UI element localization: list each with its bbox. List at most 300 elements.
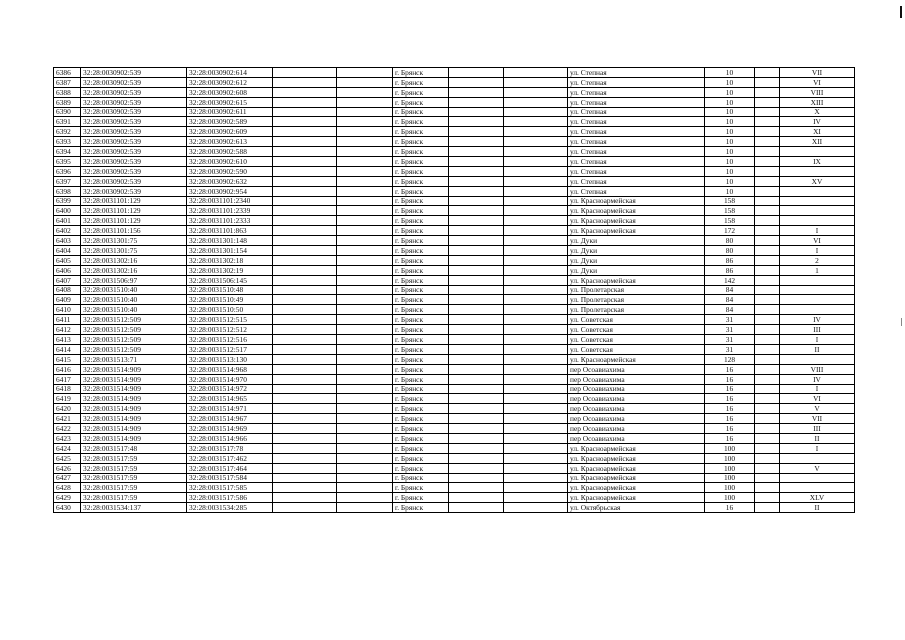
empty-cell (449, 433, 504, 443)
empty-cell (337, 137, 393, 147)
row-number-cell: 6395 (54, 157, 81, 167)
premises-number-cell: VII (780, 414, 855, 424)
premises-number-cell: XLV (780, 493, 855, 503)
row-number-cell: 6396 (54, 166, 81, 176)
empty-cell (273, 433, 337, 443)
empty-cell (337, 295, 393, 305)
empty-cell (755, 77, 780, 87)
street-cell: ул. Степная (568, 186, 705, 196)
premises-number-cell: IV (780, 117, 855, 127)
premises-number-cell (780, 285, 855, 295)
empty-cell (755, 414, 780, 424)
row-number-cell: 6421 (54, 414, 81, 424)
empty-cell (755, 433, 780, 443)
empty-cell (449, 443, 504, 453)
city-cell: г. Брянск (393, 473, 449, 483)
empty-cell (504, 97, 568, 107)
premises-number-cell: I (780, 246, 855, 256)
house-number-cell: 84 (705, 295, 755, 305)
city-cell: г. Брянск (393, 137, 449, 147)
house-number-cell: 158 (705, 206, 755, 216)
empty-cell (449, 117, 504, 127)
parcel-number-cell: 32:28:0031514:909 (81, 414, 187, 424)
empty-cell (504, 364, 568, 374)
premises-number-cell: XII (780, 137, 855, 147)
house-number-cell: 10 (705, 107, 755, 117)
table-row (54, 265, 855, 275)
empty-cell (337, 275, 393, 285)
city-cell: г. Брянск (393, 246, 449, 256)
empty-cell (755, 374, 780, 384)
empty-cell (337, 344, 393, 354)
empty-cell (449, 176, 504, 186)
table-row (54, 453, 855, 463)
row-number-cell: 6412 (54, 325, 81, 335)
premises-number-cell: VIII (780, 364, 855, 374)
street-cell: ул. Красноармейская (568, 354, 705, 364)
empty-cell (755, 246, 780, 256)
parcel-number-cell: 32:28:0030902:539 (81, 107, 187, 117)
object-number-cell: 32:28:0031301:148 (187, 236, 273, 246)
city-cell: г. Брянск (393, 285, 449, 295)
row-number-cell: 6425 (54, 453, 81, 463)
empty-cell (504, 325, 568, 335)
street-cell: ул. Степная (568, 77, 705, 87)
empty-cell (273, 216, 337, 226)
city-cell: г. Брянск (393, 117, 449, 127)
parcel-number-cell: 32:28:0030902:539 (81, 147, 187, 157)
premises-number-cell: X (780, 107, 855, 117)
parcel-number-cell: 32:28:0030902:539 (81, 117, 187, 127)
object-number-cell: 32:28:0031534:285 (187, 503, 273, 513)
empty-cell (504, 463, 568, 473)
row-number-cell: 6394 (54, 147, 81, 157)
house-number-cell: 16 (705, 414, 755, 424)
object-number-cell: 32:28:0031302:18 (187, 255, 273, 265)
empty-cell (504, 374, 568, 384)
empty-cell (449, 354, 504, 364)
row-number-cell: 6388 (54, 87, 81, 97)
premises-number-cell: V (780, 463, 855, 473)
table-row (54, 394, 855, 404)
empty-cell (504, 265, 568, 275)
empty-cell (273, 68, 337, 78)
row-number-cell: 6390 (54, 107, 81, 117)
city-cell: г. Брянск (393, 255, 449, 265)
row-number-cell: 6387 (54, 77, 81, 87)
table-row (54, 275, 855, 285)
parcel-number-cell: 32:28:0031512:509 (81, 325, 187, 335)
object-number-cell: 32:28:0031510:49 (187, 295, 273, 305)
table-row (54, 176, 855, 186)
empty-cell (755, 137, 780, 147)
object-number-cell: 32:28:0030902:590 (187, 166, 273, 176)
premises-number-cell: XV (780, 176, 855, 186)
street-cell: ул. Степная (568, 117, 705, 127)
premises-number-cell: VI (780, 77, 855, 87)
empty-cell (504, 384, 568, 394)
object-number-cell: 32:28:0030902:609 (187, 127, 273, 137)
object-number-cell: 32:28:0030902:954 (187, 186, 273, 196)
empty-cell (273, 77, 337, 87)
city-cell: г. Брянск (393, 186, 449, 196)
parcel-number-cell: 32:28:0031302:16 (81, 255, 187, 265)
house-number-cell: 128 (705, 354, 755, 364)
table-row (54, 196, 855, 206)
street-cell: ул. Степная (568, 176, 705, 186)
row-number-cell: 6414 (54, 344, 81, 354)
city-cell: г. Брянск (393, 344, 449, 354)
table-row (54, 414, 855, 424)
empty-cell (449, 97, 504, 107)
empty-cell (273, 117, 337, 127)
parcel-number-cell: 32:28:0031514:909 (81, 424, 187, 434)
house-number-cell: 10 (705, 97, 755, 107)
empty-cell (449, 236, 504, 246)
scan-mark (901, 318, 902, 326)
street-cell: пер Осоавиахима (568, 384, 705, 394)
empty-cell (337, 186, 393, 196)
street-cell: ул. Пролетарская (568, 295, 705, 305)
premises-number-cell: XI (780, 127, 855, 137)
object-number-cell: 32:28:0031301:154 (187, 246, 273, 256)
house-number-cell: 16 (705, 394, 755, 404)
table-row (54, 305, 855, 315)
object-number-cell: 32:28:0031514:967 (187, 414, 273, 424)
street-cell: ул. Красноармейская (568, 226, 705, 236)
row-number-cell: 6411 (54, 315, 81, 325)
row-number-cell: 6389 (54, 97, 81, 107)
house-number-cell: 10 (705, 176, 755, 186)
street-cell: ул. Пролетарская (568, 285, 705, 295)
empty-cell (449, 374, 504, 384)
empty-cell (337, 443, 393, 453)
row-number-cell: 6386 (54, 68, 81, 78)
object-number-cell: 32:28:0031101:2340 (187, 196, 273, 206)
empty-cell (504, 166, 568, 176)
empty-cell (337, 255, 393, 265)
street-cell: ул. Дуки (568, 255, 705, 265)
street-cell: ул. Степная (568, 127, 705, 137)
object-number-cell: 32:28:0031101:2333 (187, 216, 273, 226)
house-number-cell: 84 (705, 285, 755, 295)
empty-cell (273, 384, 337, 394)
object-number-cell: 32:28:0031517:462 (187, 453, 273, 463)
empty-cell (337, 236, 393, 246)
empty-cell (504, 394, 568, 404)
street-cell: ул. Степная (568, 97, 705, 107)
empty-cell (504, 275, 568, 285)
empty-cell (449, 424, 504, 434)
table-row (54, 315, 855, 325)
empty-cell (273, 414, 337, 424)
empty-cell (504, 335, 568, 345)
row-number-cell: 6416 (54, 364, 81, 374)
parcel-number-cell: 32:28:0030902:539 (81, 77, 187, 87)
parcel-number-cell: 32:28:0030902:539 (81, 97, 187, 107)
premises-number-cell: VI (780, 394, 855, 404)
empty-cell (337, 424, 393, 434)
empty-cell (273, 404, 337, 414)
parcel-number-cell: 32:28:0031514:909 (81, 433, 187, 443)
empty-cell (449, 364, 504, 374)
street-cell: ул. Дуки (568, 265, 705, 275)
city-cell: г. Брянск (393, 97, 449, 107)
empty-cell (449, 285, 504, 295)
city-cell: г. Брянск (393, 443, 449, 453)
parcel-number-cell: 32:28:0031512:509 (81, 344, 187, 354)
row-number-cell: 6420 (54, 404, 81, 414)
premises-number-cell: I (780, 226, 855, 236)
empty-cell (755, 354, 780, 364)
table-row (54, 68, 855, 78)
empty-cell (449, 68, 504, 78)
empty-cell (449, 265, 504, 275)
premises-number-cell (780, 453, 855, 463)
city-cell: г. Брянск (393, 216, 449, 226)
row-number-cell: 6430 (54, 503, 81, 513)
empty-cell (504, 206, 568, 216)
empty-cell (449, 384, 504, 394)
empty-cell (755, 107, 780, 117)
parcel-number-cell: 32:28:0030902:539 (81, 87, 187, 97)
row-number-cell: 6419 (54, 394, 81, 404)
empty-cell (755, 265, 780, 275)
city-cell: г. Брянск (393, 295, 449, 305)
street-cell: ул. Красноармейская (568, 216, 705, 226)
empty-cell (337, 117, 393, 127)
premises-number-cell: I (780, 335, 855, 345)
premises-number-cell: III (780, 325, 855, 335)
premises-number-cell: 2 (780, 255, 855, 265)
empty-cell (755, 443, 780, 453)
empty-cell (273, 473, 337, 483)
city-cell: г. Брянск (393, 275, 449, 285)
house-number-cell: 84 (705, 305, 755, 315)
premises-number-cell (780, 147, 855, 157)
parcel-number-cell: 32:28:0030902:539 (81, 127, 187, 137)
table-row (54, 384, 855, 394)
table-row (54, 473, 855, 483)
table-row (54, 87, 855, 97)
empty-cell (755, 503, 780, 513)
empty-cell (273, 166, 337, 176)
object-number-cell: 32:28:0031514:966 (187, 433, 273, 443)
parcel-number-cell: 32:28:0031101:129 (81, 196, 187, 206)
row-number-cell: 6415 (54, 354, 81, 364)
table-row (54, 424, 855, 434)
premises-number-cell: II (780, 503, 855, 513)
empty-cell (449, 127, 504, 137)
street-cell: ул. Красноармейская (568, 453, 705, 463)
object-number-cell: 32:28:0031517:584 (187, 473, 273, 483)
street-cell: ул. Степная (568, 166, 705, 176)
empty-cell (504, 216, 568, 226)
row-number-cell: 6422 (54, 424, 81, 434)
house-number-cell: 16 (705, 384, 755, 394)
empty-cell (273, 275, 337, 285)
house-number-cell: 16 (705, 424, 755, 434)
parcel-number-cell: 32:28:0031301:75 (81, 246, 187, 256)
premises-number-cell (780, 196, 855, 206)
empty-cell (449, 206, 504, 216)
empty-cell (755, 404, 780, 414)
premises-number-cell (780, 305, 855, 315)
row-number-cell: 6424 (54, 443, 81, 453)
empty-cell (755, 453, 780, 463)
parcel-number-cell: 32:28:0031302:16 (81, 265, 187, 275)
parcel-number-cell: 32:28:0030902:539 (81, 157, 187, 167)
row-number-cell: 6409 (54, 295, 81, 305)
street-cell: ул. Октябрьская (568, 503, 705, 513)
table-row (54, 463, 855, 473)
row-number-cell: 6428 (54, 483, 81, 493)
empty-cell (337, 503, 393, 513)
empty-cell (273, 206, 337, 216)
street-cell: пер Осоавиахима (568, 374, 705, 384)
premises-number-cell: I (780, 384, 855, 394)
city-cell: г. Брянск (393, 394, 449, 404)
city-cell: г. Брянск (393, 354, 449, 364)
city-cell: г. Брянск (393, 335, 449, 345)
street-cell: пер Осоавиахима (568, 364, 705, 374)
empty-cell (273, 196, 337, 206)
empty-cell (337, 374, 393, 384)
parcel-number-cell: 32:28:0031101:129 (81, 206, 187, 216)
house-number-cell: 172 (705, 226, 755, 236)
row-number-cell: 6404 (54, 246, 81, 256)
house-number-cell: 10 (705, 157, 755, 167)
street-cell: пер Осоавиахима (568, 404, 705, 414)
premises-number-cell: 1 (780, 265, 855, 275)
city-cell: г. Брянск (393, 384, 449, 394)
empty-cell (449, 404, 504, 414)
empty-cell (755, 325, 780, 335)
parcel-number-cell: 32:28:0031514:909 (81, 374, 187, 384)
object-number-cell: 32:28:0030902:611 (187, 107, 273, 117)
table-row (54, 335, 855, 345)
house-number-cell: 100 (705, 453, 755, 463)
house-number-cell: 16 (705, 364, 755, 374)
empty-cell (337, 147, 393, 157)
empty-cell (337, 206, 393, 216)
empty-cell (755, 97, 780, 107)
empty-cell (755, 87, 780, 97)
street-cell: ул. Красноармейская (568, 443, 705, 453)
table-row (54, 117, 855, 127)
object-number-cell: 32:28:0030902:589 (187, 117, 273, 127)
table-row (54, 157, 855, 167)
row-number-cell: 6408 (54, 285, 81, 295)
empty-cell (755, 216, 780, 226)
house-number-cell: 100 (705, 483, 755, 493)
empty-cell (273, 374, 337, 384)
premises-number-cell: XIII (780, 97, 855, 107)
object-number-cell: 32:28:0031101:2339 (187, 206, 273, 216)
house-number-cell: 100 (705, 473, 755, 483)
house-number-cell: 80 (705, 236, 755, 246)
parcel-number-cell: 32:28:0031513:71 (81, 354, 187, 364)
empty-cell (449, 325, 504, 335)
empty-cell (504, 186, 568, 196)
empty-cell (273, 394, 337, 404)
empty-cell (337, 315, 393, 325)
street-cell: ул. Советская (568, 325, 705, 335)
empty-cell (273, 335, 337, 345)
house-number-cell: 10 (705, 186, 755, 196)
premises-number-cell: VI (780, 236, 855, 246)
house-number-cell: 16 (705, 374, 755, 384)
street-cell: пер Осоавиахима (568, 414, 705, 424)
city-cell: г. Брянск (393, 166, 449, 176)
table-row (54, 503, 855, 513)
premises-number-cell: V (780, 404, 855, 414)
parcel-number-cell: 32:28:0030902:539 (81, 176, 187, 186)
premises-number-cell: VIII (780, 87, 855, 97)
empty-cell (755, 226, 780, 236)
table-body (54, 68, 855, 513)
table-row (54, 354, 855, 364)
parcel-number-cell: 32:28:0031512:509 (81, 315, 187, 325)
empty-cell (755, 364, 780, 374)
row-number-cell: 6401 (54, 216, 81, 226)
empty-cell (449, 157, 504, 167)
empty-cell (504, 305, 568, 315)
empty-cell (449, 295, 504, 305)
row-number-cell: 6426 (54, 463, 81, 473)
empty-cell (755, 305, 780, 315)
premises-number-cell: II (780, 344, 855, 354)
row-number-cell: 6417 (54, 374, 81, 384)
street-cell: ул. Степная (568, 157, 705, 167)
empty-cell (337, 166, 393, 176)
city-cell: г. Брянск (393, 493, 449, 503)
premises-number-cell: VII (780, 68, 855, 78)
empty-cell (504, 107, 568, 117)
table-row (54, 186, 855, 196)
street-cell: ул. Дуки (568, 236, 705, 246)
empty-cell (273, 127, 337, 137)
empty-cell (337, 68, 393, 78)
parcel-number-cell: 32:28:0031517:59 (81, 453, 187, 463)
house-number-cell: 31 (705, 344, 755, 354)
empty-cell (273, 285, 337, 295)
city-cell: г. Брянск (393, 325, 449, 335)
empty-cell (449, 255, 504, 265)
parcel-number-cell: 32:28:0031514:909 (81, 384, 187, 394)
row-number-cell: 6400 (54, 206, 81, 216)
empty-cell (337, 335, 393, 345)
empty-cell (755, 285, 780, 295)
empty-cell (755, 157, 780, 167)
street-cell: ул. Красноармейская (568, 493, 705, 503)
object-number-cell: 32:28:0030902:608 (187, 87, 273, 97)
street-cell: ул. Степная (568, 68, 705, 78)
empty-cell (449, 414, 504, 424)
empty-cell (504, 255, 568, 265)
house-number-cell: 10 (705, 166, 755, 176)
city-cell: г. Брянск (393, 404, 449, 414)
city-cell: г. Брянск (393, 127, 449, 137)
house-number-cell: 100 (705, 443, 755, 453)
empty-cell (755, 295, 780, 305)
empty-cell (755, 196, 780, 206)
empty-cell (755, 424, 780, 434)
city-cell: г. Брянск (393, 226, 449, 236)
row-number-cell: 6418 (54, 384, 81, 394)
city-cell: г. Брянск (393, 265, 449, 275)
empty-cell (337, 127, 393, 137)
